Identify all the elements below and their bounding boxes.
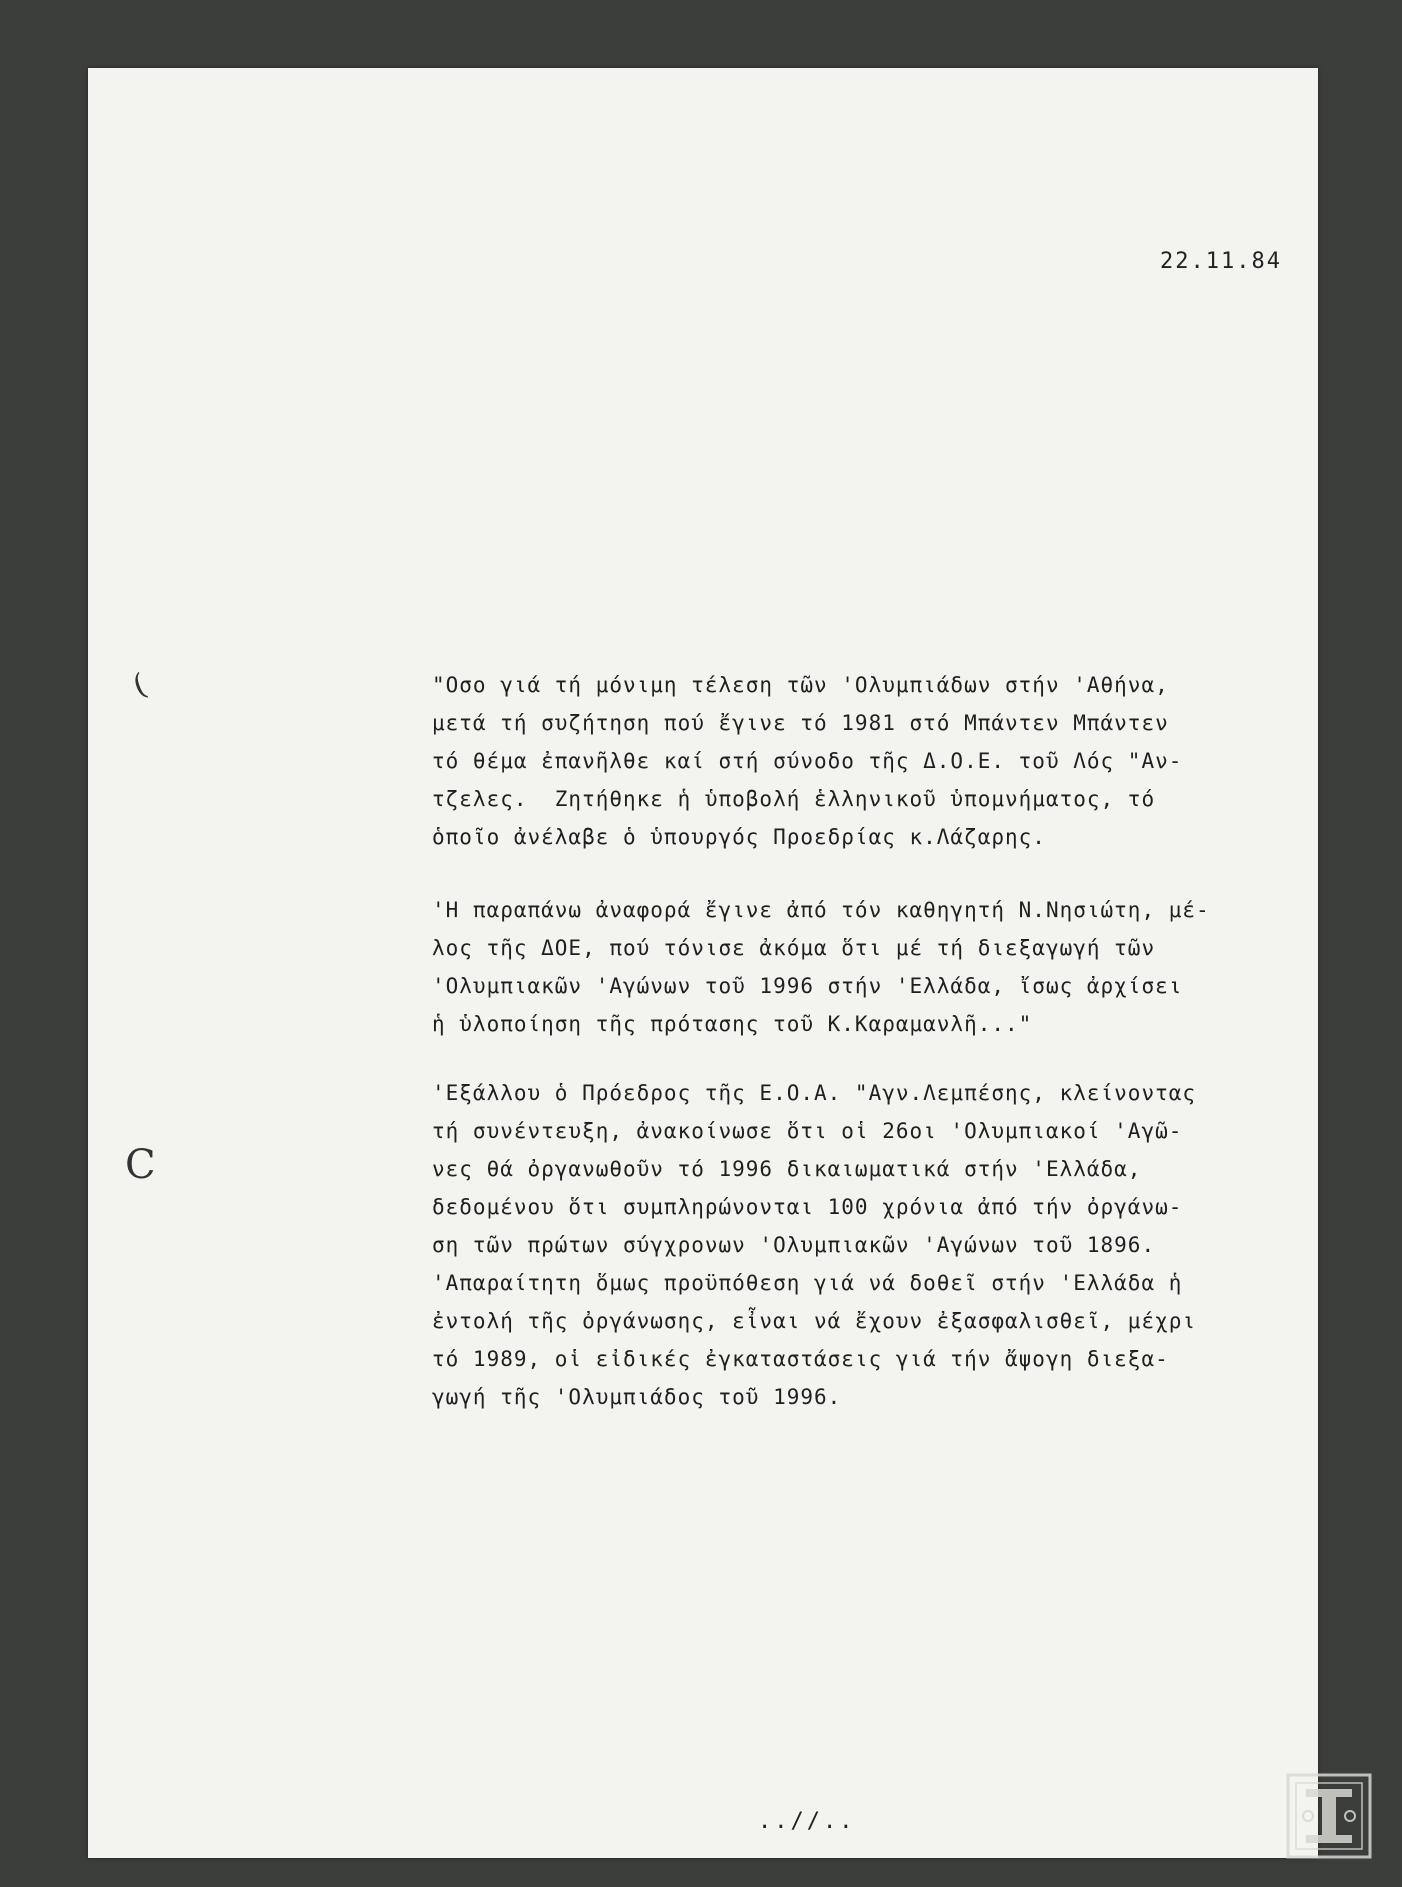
document-page <box>88 68 1318 1858</box>
paragraph-2 <box>432 891 1210 1043</box>
text-line: δεδομένου ὅτι συμπληρώνονται 100 χρόνια ἀπό τήν ὀργάνω- <box>432 1195 1183 1219</box>
text-line: τό θέμα ἐπανῆλθε καί στή σύνοδο τῆς Δ.Ο.Ε. τοῦ Λός "Αν- <box>432 749 1183 773</box>
text-line: ὁποῖο ἀνέλαβε ὁ ὑπουργός Προεδρίας κ.Λάζαρης. <box>432 825 1046 849</box>
paragraph-1 <box>432 666 1182 856</box>
text-line: ση τῶν πρώτων σύγχρονων 'Ολυμπιακῶν 'Αγώνων τοῦ 1896. <box>432 1233 1156 1257</box>
text-line: 'Απαραίτητη ὅμως προϋπόθεση γιά νά δοθεῖ στήν 'Ελλάδα ἡ <box>432 1271 1183 1295</box>
paragraph-3 <box>432 1074 1196 1416</box>
text-line: νες θά ὀργανωθοῦν τό 1996 δικαιωματικά στήν 'Ελλάδα, <box>432 1157 1142 1181</box>
text-line: γωγή τῆς 'Ολυμπιάδος τοῦ 1996. <box>432 1385 842 1409</box>
text-line: τό 1989, οἱ εἰδικές ἐγκαταστάσεις γιά τήν ἄψογη διεξα- <box>432 1347 1169 1371</box>
text-line: τή συνέντευξη, ἀνακοίνωσε ὅτι οἱ 26οι 'Ολυμπιακοί 'Αγῶ- <box>432 1119 1183 1143</box>
binding-hole-mark: C <box>125 1142 156 1188</box>
document-date: 22.11.84 <box>1160 249 1282 274</box>
text-line: 'Εξάλλου ὁ Πρόεδρος τῆς Ε.Ο.Α. "Αγν.Λεμπέσης, κλείνοντας <box>432 1081 1197 1105</box>
text-line: 'Η παραπάνω ἀναφορά ἔγινε ἀπό τόν καθηγητή Ν.Νησιώτη, μέ- <box>432 898 1210 922</box>
text-line: ἡ ὑλοποίηση τῆς πρότασης τοῦ Κ.Καραμανλῆ..." <box>432 1012 1033 1036</box>
page-continuation-marker: ..//.. <box>758 1809 856 1834</box>
text-line: τζελες. Ζητήθηκε ἡ ὑποβολή ἑλληνικοῦ ὑπομνήματος, τό <box>432 787 1156 811</box>
binding-hole-mark: ( <box>128 667 152 704</box>
text-line: λος τῆς ΔΟΕ, πού τόνισε ἀκόμα ὅτι μέ τή διεξαγωγή τῶν <box>432 936 1156 960</box>
text-line: μετά τή συζήτηση πού ἔγινε τό 1981 στό Μπάντεν Μπάντεν <box>432 711 1169 735</box>
text-line: 'Ολυμπιακῶν 'Αγώνων τοῦ 1996 στήν 'Ελλάδα, ἴσως ἀρχίσει <box>432 974 1183 998</box>
text-line: "Οσο γιά τή μόνιμη τέλεση τῶν 'Ολυμπιάδων στήν 'Αθήνα, <box>432 673 1169 697</box>
archive-monogram-logo-icon <box>1286 1773 1372 1859</box>
text-line: ἐντολή τῆς ὀργάνωσης, εἶναι νά ἔχουν ἐξασφαλισθεῖ, μέχρι <box>432 1309 1197 1333</box>
